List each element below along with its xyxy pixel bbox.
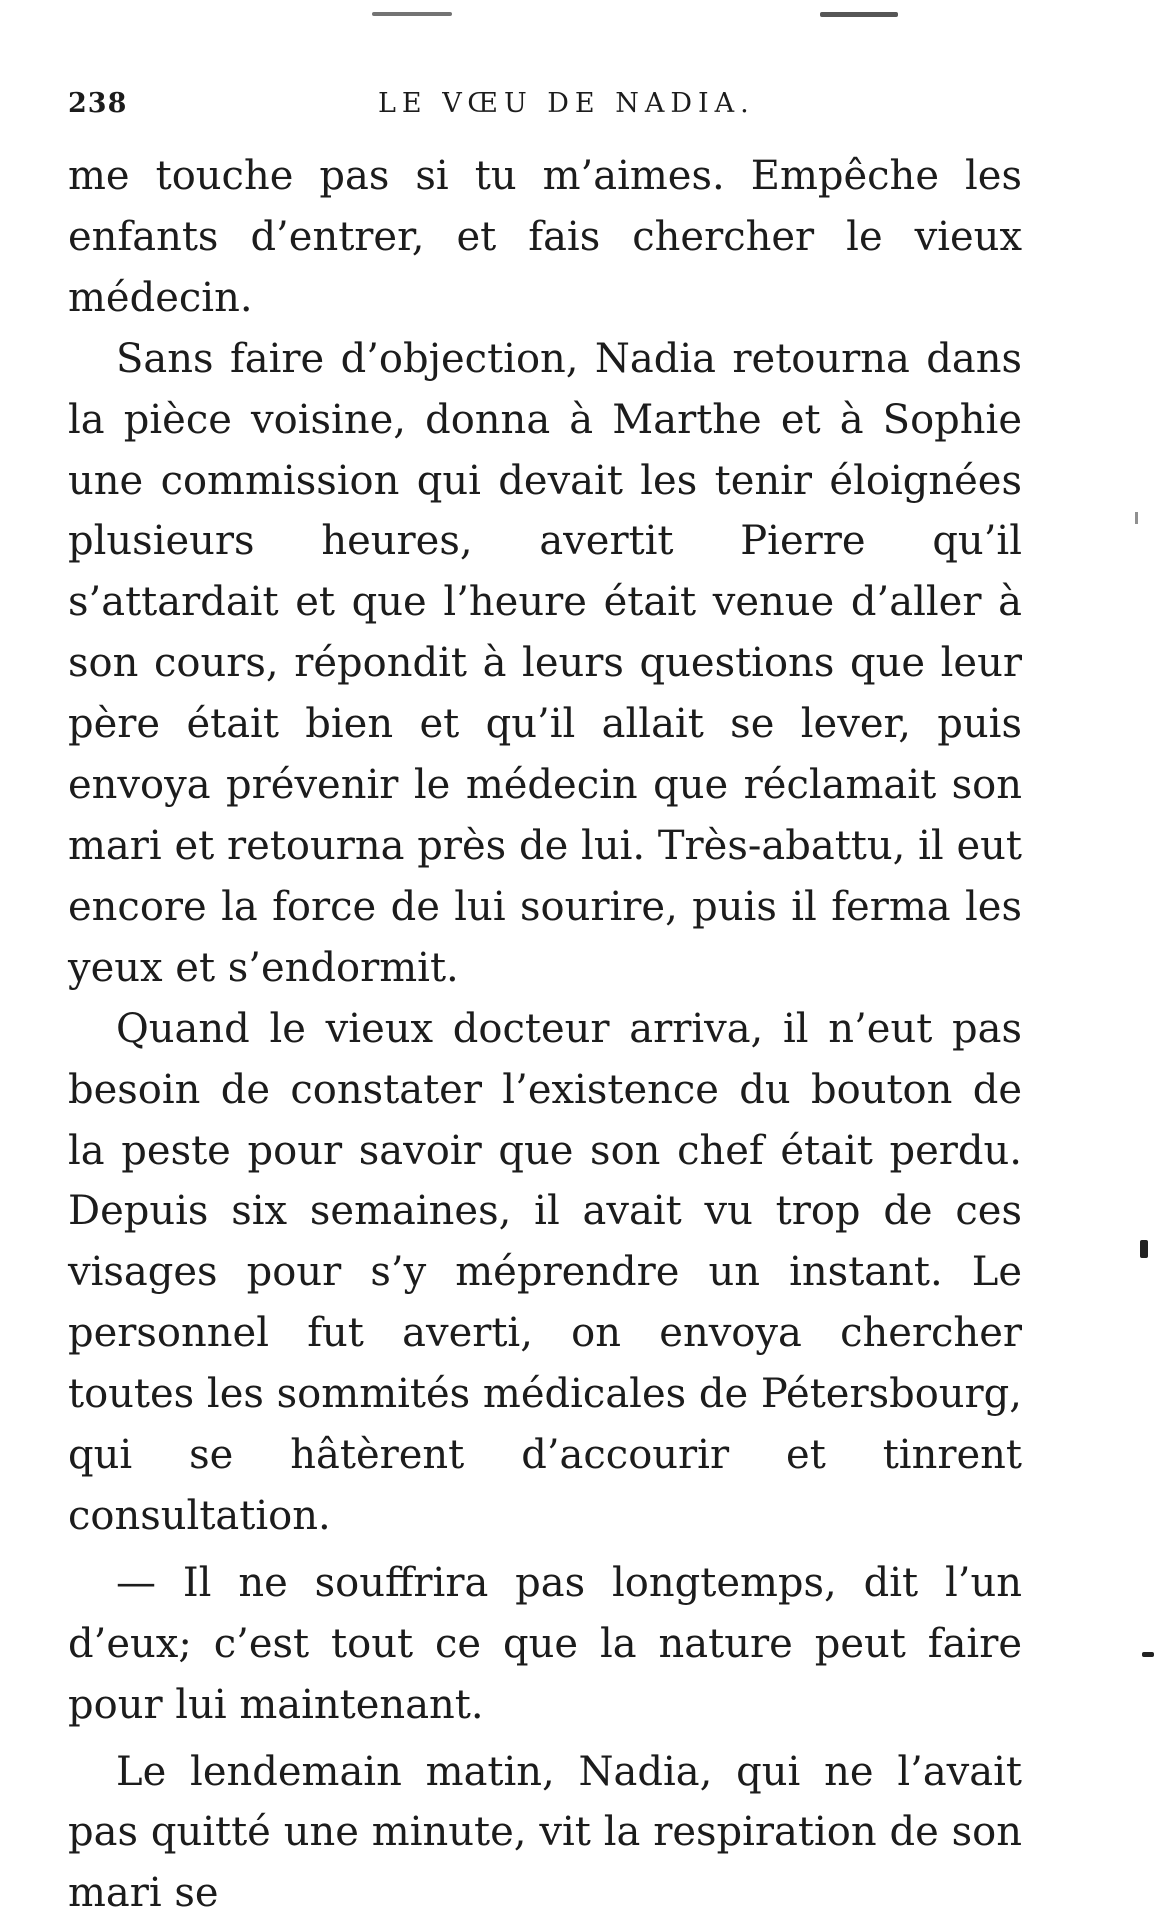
margin-mark <box>1140 1240 1148 1258</box>
margin-mark <box>1135 512 1138 524</box>
paragraph: Quand le vieux docteur arriva, il n’eut pas besoin de constater l’existence du bouton de la peste pour savoir que son chef était perdu. Depuis six semaines, il avait vu trop de ces visages pour s’y méprendre un instant. Le personnel fut averti, on envoya chercher toutes les sommités médicales de Pétersbourg, qui se hâtèrent d’accourir et tinrent consultation. <box>68 1005 1022 1539</box>
body-text <box>68 146 1022 1924</box>
page-number: 238 <box>68 88 128 119</box>
paragraph: me touche pas si tu m’aimes. Empêche les enfants d’entrer, et fais chercher le vieux médecin. <box>68 153 1022 321</box>
margin-mark <box>1142 1652 1154 1657</box>
paragraph: Le lendemain matin, Nadia, qui ne l’avait pas quitté une minute, vit la respiration de son mari se <box>68 1748 1022 1917</box>
print-speck <box>820 12 898 17</box>
paragraph: Sans faire d’objection, Nadia retourna dans la pièce voisine, donna à Marthe et à Sophie une commission qui devait les tenir éloignées plusieurs heures, avertit Pierre qu’il s’attardait et que l’heure était venue d’aller à son cours, répondit à leurs questions que leur père était bien et qu’il allait se lever, puis envoya prévenir le médecin que réclamait son mari et retourna près de lui. Très-abattu, il eut encore la force de lui sourire, puis il ferma les yeux et s’endormit. <box>68 335 1022 991</box>
paragraph: — Il ne souffrira pas longtemps, dit l’un d’eux; c’est tout ce que la nature peut faire pour lui maintenant. <box>68 1559 1022 1728</box>
running-title: LE VŒU DE NADIA. <box>378 88 755 119</box>
print-speck <box>372 12 452 16</box>
running-head <box>68 88 1022 128</box>
